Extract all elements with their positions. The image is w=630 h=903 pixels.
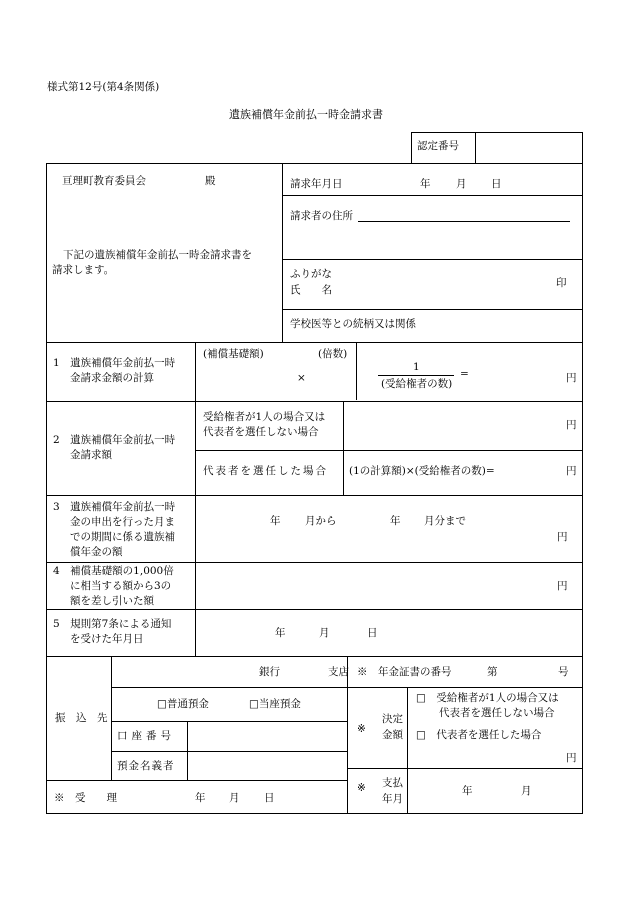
request-date-year[interactable]: 年 [420,178,431,190]
section2-case-a-line2: 代表者を選任しない場合 [203,426,319,438]
section1-fraction-bar [378,375,454,376]
section2-case-a-line1: 受給権者が1人の場合又は [203,411,326,423]
payment-mark: ※ [357,782,366,794]
pension-cert-suffix: 号 [558,666,569,678]
section3-to-year[interactable]: 年 [390,515,401,527]
section1-equals: = [460,368,469,380]
section2-yen-b: 円 [566,465,577,477]
section5-label-line2: を受けた年月日 [70,633,144,645]
decision-option1-line2: 代表者を選任しない場合 [439,707,555,719]
section4-label-line1: 4 補償基礎額の1,000倍 [53,565,174,577]
decision-mark: ※ [357,723,366,735]
section5-month[interactable]: 月 [319,627,330,639]
address-label: 請求者の住所 [290,210,353,222]
request-text-line2: 請求します。 [52,264,115,276]
section3-from-month[interactable]: 月から [305,515,337,527]
request-date-day[interactable]: 日 [491,178,502,190]
receipt-label: ※ 受 理 [54,792,117,804]
deposit-current-checkbox[interactable]: □当座預金 [249,698,301,710]
section3-from-year[interactable]: 年 [270,515,281,527]
name-label: 氏 名 [290,284,332,296]
section3-label-line1: 3 遺族補償年金前払一時 [53,501,176,513]
addressee: 亘理町教育委員会 [62,175,146,187]
section3-label-line2: 金の申出を行った月ま [70,516,175,528]
section1-numerator: 1 [413,361,420,373]
relation-label: 学校医等との続柄又は関係 [290,318,416,330]
pension-cert-label: ※ 年金証書の番号 [357,666,452,678]
certification-label: 認定番号 [417,140,459,152]
section3-to-month[interactable]: 月分まで [424,515,466,527]
receipt-year[interactable]: 年 [195,792,206,804]
request-date-month[interactable]: 月 [456,178,467,190]
section2-yen-a: 円 [566,419,577,431]
section4-label-line2: に相当する額から3の [70,580,172,592]
account-number-label: 口座番号 [117,730,175,742]
section1-label-line1: 1 遺族補償年金前払一時 [53,357,176,369]
section1-times: × [297,372,306,384]
deposit-ordinary-checkbox[interactable]: □普通預金 [157,698,209,710]
decision-label-line1: 決定 [382,713,403,725]
account-holder-label: 預金名義者 [117,760,175,772]
section4-label-line3: 額を差し引いた額 [70,595,154,607]
receipt-month[interactable]: 月 [229,792,240,804]
section4-yen: 円 [557,580,568,592]
section1-label-line2: 金請求金額の計算 [70,372,154,384]
transfer-label: 振 込 先 [55,712,108,724]
payment-label-line1: 支払 [382,777,403,789]
section1-base-label: (補償基礎額) [203,348,264,360]
request-text-line1: 下記の遺族補償年金前払一時金請求書を [63,249,252,261]
section5-year[interactable]: 年 [275,627,286,639]
page-title: 遺族補償年金前払一時金請求書 [229,108,383,121]
section2-label-line1: 2 遺族補償年金前払一時 [53,434,176,446]
decision-option1-line1[interactable]: □ 受給権者が1人の場合又は [416,692,559,704]
payment-month[interactable]: 月 [521,785,532,797]
section5-label-line1: 5 規則第7条による通知 [53,618,172,630]
section1-denominator: (受給権者の数) [381,378,453,390]
request-date-label: 請求年月日 [290,178,343,190]
section1-multiplier-label: (倍数) [318,348,348,360]
payment-year[interactable]: 年 [462,785,473,797]
form-number: 様式第12号(第4条関係) [47,81,160,93]
section5-day[interactable]: 日 [367,627,378,639]
bank-label: 銀行 [259,666,280,678]
section3-label-line4: 償年金の額 [70,546,123,558]
branch-label: 支店 [328,666,349,678]
pension-cert-prefix: 第 [487,666,498,678]
furigana-label: ふりがな [290,268,332,280]
address-field[interactable] [358,221,570,222]
decision-yen: 円 [566,752,577,764]
section2-label-line2: 金請求額 [70,449,112,461]
section2-formula: (1の計算額)×(受給権者の数)= [349,465,495,477]
section2-case-b: 代表者を選任した場合 [203,465,328,477]
section3-yen: 円 [557,531,568,543]
addressee-honorific: 殿 [205,175,216,187]
decision-option2[interactable]: □ 代表者を選任した場合 [416,729,542,741]
payment-label-line2: 年月 [382,793,403,805]
section1-yen: 円 [566,372,577,384]
seal-mark: 印 [556,277,567,289]
decision-label-line2: 金額 [382,729,403,741]
section3-label-line3: での期間に係る遺族補 [70,531,175,543]
receipt-day[interactable]: 日 [264,792,275,804]
